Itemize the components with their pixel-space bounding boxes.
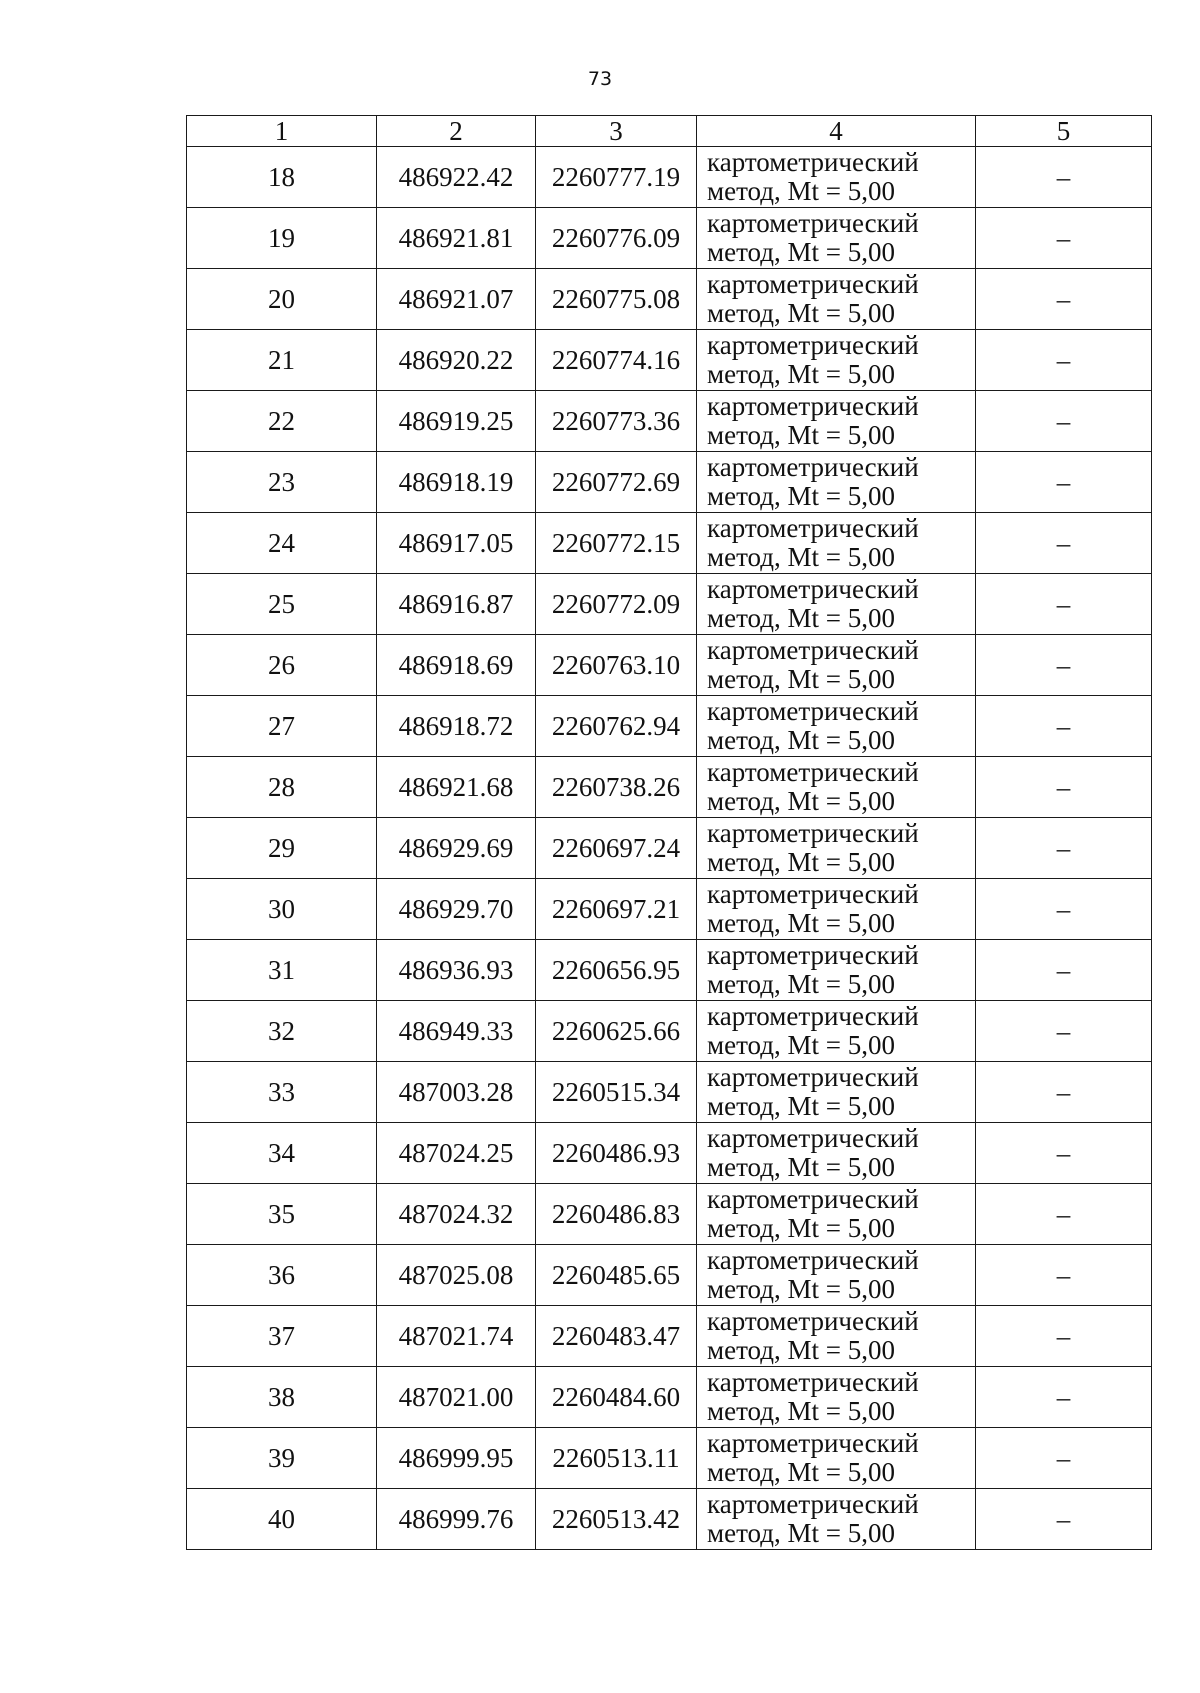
header-cell-2: 2 xyxy=(377,116,536,147)
coordinate-x-cell: 486917.05 xyxy=(377,513,536,574)
method-cell xyxy=(697,391,976,452)
coordinate-y-cell: 2260485.65 xyxy=(536,1245,697,1306)
point-number-cell: 39 xyxy=(187,1428,377,1489)
method-cell xyxy=(697,940,976,1001)
method-line-2: метод, Mt = 5,00 xyxy=(707,481,895,511)
table-row xyxy=(187,147,1152,208)
note-cell: – xyxy=(976,330,1152,391)
coordinate-y-cell: 2260697.24 xyxy=(536,818,697,879)
method-line-1: картометрический xyxy=(707,1306,919,1336)
method-cell xyxy=(697,1367,976,1428)
note-cell: – xyxy=(976,757,1152,818)
method-line-2: метод, Mt = 5,00 xyxy=(707,1396,895,1426)
method-line-1: картометрический xyxy=(707,635,919,665)
note-cell: – xyxy=(976,1001,1152,1062)
point-number-cell: 33 xyxy=(187,1062,377,1123)
method-cell xyxy=(697,635,976,696)
coordinate-y-cell: 2260762.94 xyxy=(536,696,697,757)
method-cell xyxy=(697,1123,976,1184)
coordinate-x-cell: 486918.72 xyxy=(377,696,536,757)
point-number-cell: 30 xyxy=(187,879,377,940)
table-row xyxy=(187,1062,1152,1123)
method-line-2: метод, Mt = 5,00 xyxy=(707,1152,895,1182)
coordinate-y-cell: 2260763.10 xyxy=(536,635,697,696)
note-cell: – xyxy=(976,1367,1152,1428)
method-line-2: метод, Mt = 5,00 xyxy=(707,1213,895,1243)
note-cell: – xyxy=(976,635,1152,696)
method-line-1: картометрический xyxy=(707,208,919,238)
note-cell: – xyxy=(976,818,1152,879)
method-cell xyxy=(697,757,976,818)
coordinate-x-cell: 486921.07 xyxy=(377,269,536,330)
method-line-1: картометрический xyxy=(707,1245,919,1275)
method-line-2: метод, Mt = 5,00 xyxy=(707,237,895,267)
point-number-cell: 21 xyxy=(187,330,377,391)
coordinate-x-cell: 486916.87 xyxy=(377,574,536,635)
table-row xyxy=(187,635,1152,696)
method-line-1: картометрический xyxy=(707,147,919,177)
note-cell: – xyxy=(976,1245,1152,1306)
coordinate-y-cell: 2260777.19 xyxy=(536,147,697,208)
table-body xyxy=(187,147,1152,1550)
coordinate-x-cell: 487025.08 xyxy=(377,1245,536,1306)
point-number-cell: 38 xyxy=(187,1367,377,1428)
coordinate-x-cell: 487021.74 xyxy=(377,1306,536,1367)
method-line-1: картометрический xyxy=(707,1184,919,1214)
note-cell: – xyxy=(976,1489,1152,1550)
coordinate-y-cell: 2260738.26 xyxy=(536,757,697,818)
method-cell xyxy=(697,1306,976,1367)
method-cell xyxy=(697,818,976,879)
method-line-2: метод, Mt = 5,00 xyxy=(707,1091,895,1121)
coordinate-y-cell: 2260697.21 xyxy=(536,879,697,940)
coordinate-y-cell: 2260772.15 xyxy=(536,513,697,574)
method-line-1: картометрический xyxy=(707,513,919,543)
point-number-cell: 24 xyxy=(187,513,377,574)
note-cell: – xyxy=(976,208,1152,269)
method-line-1: картометрический xyxy=(707,1123,919,1153)
point-number-cell: 25 xyxy=(187,574,377,635)
method-cell xyxy=(697,574,976,635)
coordinate-x-cell: 486936.93 xyxy=(377,940,536,1001)
coordinate-x-cell: 487024.32 xyxy=(377,1184,536,1245)
method-cell xyxy=(697,452,976,513)
table-row xyxy=(187,1367,1152,1428)
note-cell: – xyxy=(976,391,1152,452)
coordinate-x-cell: 486999.95 xyxy=(377,1428,536,1489)
method-line-2: метод, Mt = 5,00 xyxy=(707,420,895,450)
method-cell xyxy=(697,1062,976,1123)
coordinate-y-cell: 2260656.95 xyxy=(536,940,697,1001)
coordinate-y-cell: 2260774.16 xyxy=(536,330,697,391)
method-line-2: метод, Mt = 5,00 xyxy=(707,603,895,633)
method-line-1: картометрический xyxy=(707,940,919,970)
table-row xyxy=(187,818,1152,879)
table-row xyxy=(187,1123,1152,1184)
note-cell: – xyxy=(976,1428,1152,1489)
method-line-2: метод, Mt = 5,00 xyxy=(707,1518,895,1548)
point-number-cell: 23 xyxy=(187,452,377,513)
method-line-1: картометрический xyxy=(707,879,919,909)
method-line-2: метод, Mt = 5,00 xyxy=(707,1274,895,1304)
header-cell-5: 5 xyxy=(976,116,1152,147)
point-number-cell: 40 xyxy=(187,1489,377,1550)
method-line-1: картометрический xyxy=(707,696,919,726)
coordinate-x-cell: 486929.70 xyxy=(377,879,536,940)
point-number-cell: 35 xyxy=(187,1184,377,1245)
coordinate-y-cell: 2260625.66 xyxy=(536,1001,697,1062)
method-line-1: картометрический xyxy=(707,574,919,604)
method-cell xyxy=(697,1245,976,1306)
point-number-cell: 18 xyxy=(187,147,377,208)
method-cell xyxy=(697,1184,976,1245)
coordinate-y-cell: 2260484.60 xyxy=(536,1367,697,1428)
method-line-2: метод, Mt = 5,00 xyxy=(707,359,895,389)
table-row xyxy=(187,574,1152,635)
table-row xyxy=(187,1428,1152,1489)
point-number-cell: 26 xyxy=(187,635,377,696)
table-row xyxy=(187,940,1152,1001)
coordinate-x-cell: 486999.76 xyxy=(377,1489,536,1550)
point-number-cell: 22 xyxy=(187,391,377,452)
coordinate-x-cell: 486929.69 xyxy=(377,818,536,879)
note-cell: – xyxy=(976,513,1152,574)
table-row xyxy=(187,208,1152,269)
coordinate-y-cell: 2260772.69 xyxy=(536,452,697,513)
method-line-2: метод, Mt = 5,00 xyxy=(707,847,895,877)
table-row xyxy=(187,330,1152,391)
point-number-cell: 34 xyxy=(187,1123,377,1184)
note-cell: – xyxy=(976,879,1152,940)
note-cell: – xyxy=(976,1306,1152,1367)
coordinate-y-cell: 2260515.34 xyxy=(536,1062,697,1123)
method-cell xyxy=(697,1428,976,1489)
note-cell: – xyxy=(976,269,1152,330)
point-number-cell: 19 xyxy=(187,208,377,269)
table-row xyxy=(187,1184,1152,1245)
method-line-2: метод, Mt = 5,00 xyxy=(707,1335,895,1365)
table-row xyxy=(187,1001,1152,1062)
coordinate-y-cell: 2260775.08 xyxy=(536,269,697,330)
method-cell xyxy=(697,1489,976,1550)
note-cell: – xyxy=(976,574,1152,635)
coordinate-y-cell: 2260773.36 xyxy=(536,391,697,452)
method-line-1: картометрический xyxy=(707,1367,919,1397)
point-number-cell: 31 xyxy=(187,940,377,1001)
coordinate-x-cell: 486919.25 xyxy=(377,391,536,452)
header-row xyxy=(187,116,1152,147)
coordinate-y-cell: 2260513.42 xyxy=(536,1489,697,1550)
table-row xyxy=(187,1245,1152,1306)
method-cell xyxy=(697,513,976,574)
method-line-2: метод, Mt = 5,00 xyxy=(707,1457,895,1487)
point-number-cell: 32 xyxy=(187,1001,377,1062)
method-line-2: метод, Mt = 5,00 xyxy=(707,725,895,755)
method-line-2: метод, Mt = 5,00 xyxy=(707,908,895,938)
point-number-cell: 20 xyxy=(187,269,377,330)
coordinate-y-cell: 2260776.09 xyxy=(536,208,697,269)
point-number-cell: 37 xyxy=(187,1306,377,1367)
coordinate-y-cell: 2260772.09 xyxy=(536,574,697,635)
page-number: 73 xyxy=(587,68,613,90)
table-row xyxy=(187,269,1152,330)
point-number-cell: 27 xyxy=(187,696,377,757)
method-cell xyxy=(697,269,976,330)
method-line-2: метод, Mt = 5,00 xyxy=(707,786,895,816)
note-cell: – xyxy=(976,940,1152,1001)
coordinates-table xyxy=(186,115,1152,1550)
table-row xyxy=(187,452,1152,513)
table-row xyxy=(187,757,1152,818)
method-line-2: метод, Mt = 5,00 xyxy=(707,542,895,572)
coordinate-x-cell: 487003.28 xyxy=(377,1062,536,1123)
method-line-2: метод, Mt = 5,00 xyxy=(707,969,895,999)
note-cell: – xyxy=(976,452,1152,513)
note-cell: – xyxy=(976,1184,1152,1245)
method-cell xyxy=(697,696,976,757)
note-cell: – xyxy=(976,1062,1152,1123)
method-line-2: метод, Mt = 5,00 xyxy=(707,1030,895,1060)
method-cell xyxy=(697,147,976,208)
method-cell xyxy=(697,330,976,391)
method-line-1: картометрический xyxy=(707,1428,919,1458)
coordinate-x-cell: 487024.25 xyxy=(377,1123,536,1184)
header-cell-4: 4 xyxy=(697,116,976,147)
table-row xyxy=(187,1306,1152,1367)
coordinate-x-cell: 486921.68 xyxy=(377,757,536,818)
header-cell-1: 1 xyxy=(187,116,377,147)
method-cell xyxy=(697,879,976,940)
coordinate-x-cell: 486918.69 xyxy=(377,635,536,696)
note-cell: – xyxy=(976,696,1152,757)
table-row xyxy=(187,391,1152,452)
method-line-1: картометрический xyxy=(707,757,919,787)
table-row xyxy=(187,879,1152,940)
coordinate-x-cell: 486920.22 xyxy=(377,330,536,391)
header-cell-3: 3 xyxy=(536,116,697,147)
method-line-1: картометрический xyxy=(707,818,919,848)
note-cell: – xyxy=(976,1123,1152,1184)
point-number-cell: 28 xyxy=(187,757,377,818)
method-line-1: картометрический xyxy=(707,330,919,360)
coordinate-x-cell: 486949.33 xyxy=(377,1001,536,1062)
method-line-1: картометрический xyxy=(707,1062,919,1092)
method-line-1: картометрический xyxy=(707,452,919,482)
coordinate-y-cell: 2260513.11 xyxy=(536,1428,697,1489)
table-row xyxy=(187,1489,1152,1550)
coordinate-x-cell: 486922.42 xyxy=(377,147,536,208)
coordinate-x-cell: 486918.19 xyxy=(377,452,536,513)
point-number-cell: 36 xyxy=(187,1245,377,1306)
coordinate-y-cell: 2260486.93 xyxy=(536,1123,697,1184)
method-line-1: картометрический xyxy=(707,1489,919,1519)
method-line-1: картометрический xyxy=(707,391,919,421)
table-row xyxy=(187,696,1152,757)
method-line-1: картометрический xyxy=(707,269,919,299)
table-row xyxy=(187,513,1152,574)
method-line-1: картометрический xyxy=(707,1001,919,1031)
method-cell xyxy=(697,208,976,269)
coordinate-x-cell: 486921.81 xyxy=(377,208,536,269)
coordinate-y-cell: 2260486.83 xyxy=(536,1184,697,1245)
point-number-cell: 29 xyxy=(187,818,377,879)
method-line-2: метод, Mt = 5,00 xyxy=(707,176,895,206)
coordinate-y-cell: 2260483.47 xyxy=(536,1306,697,1367)
method-cell xyxy=(697,1001,976,1062)
note-cell: – xyxy=(976,147,1152,208)
method-line-2: метод, Mt = 5,00 xyxy=(707,298,895,328)
method-line-2: метод, Mt = 5,00 xyxy=(707,664,895,694)
coordinate-x-cell: 487021.00 xyxy=(377,1367,536,1428)
